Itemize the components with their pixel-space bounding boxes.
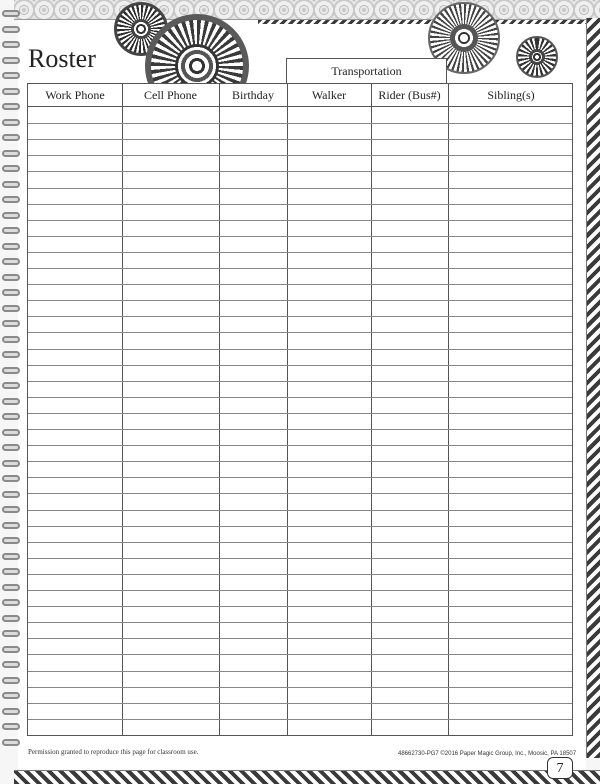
row-divider <box>28 381 572 382</box>
row-divider <box>28 171 572 172</box>
binding-coil <box>2 134 20 141</box>
binding-coil <box>2 646 20 653</box>
binding-coil <box>2 88 20 95</box>
row-divider <box>28 477 572 478</box>
row-divider <box>28 654 572 655</box>
table-body <box>28 107 572 735</box>
binding-coil <box>2 723 20 730</box>
binding-coil <box>2 568 20 575</box>
row-divider <box>28 268 572 269</box>
row-divider <box>28 204 572 205</box>
binding-coil <box>2 212 20 219</box>
binding-coil <box>2 739 20 746</box>
row-divider <box>28 606 572 607</box>
row-divider <box>28 638 572 639</box>
binding-coil <box>2 661 20 668</box>
row-divider <box>28 493 572 494</box>
row-divider <box>28 687 572 688</box>
row-divider <box>28 365 572 366</box>
binding-coil <box>2 398 20 405</box>
row-divider <box>28 445 572 446</box>
spiral-binding <box>0 10 22 750</box>
binding-coil <box>2 599 20 606</box>
binding-coil <box>2 351 20 358</box>
row-divider <box>28 284 572 285</box>
binding-coil <box>2 289 20 296</box>
decorative-striped-rule <box>258 20 586 24</box>
row-divider <box>28 703 572 704</box>
binding-coil <box>2 615 20 622</box>
binding-coil <box>2 196 20 203</box>
row-divider <box>28 558 572 559</box>
row-divider <box>28 236 572 237</box>
binding-coil <box>2 320 20 327</box>
page-number: 7 <box>547 757 573 779</box>
row-divider <box>28 590 572 591</box>
binding-coil <box>2 150 20 157</box>
binding-coil <box>2 677 20 684</box>
binding-coil <box>2 10 20 17</box>
binding-coil <box>2 537 20 544</box>
binding-coil <box>2 460 20 467</box>
binding-coil <box>2 119 20 126</box>
copyright-line: 48662730-PG7 ©2016 Paper Magic Group, Inc., Moosic, PA 18507 <box>398 751 577 757</box>
row-divider <box>28 413 572 414</box>
binding-coil <box>2 305 20 312</box>
column-header-work-phone: Work Phone <box>45 88 105 102</box>
binding-coil <box>2 692 20 699</box>
row-divider <box>28 155 572 156</box>
column-header-siblings: Sibling(s) <box>487 88 535 102</box>
table-header-row <box>28 84 572 107</box>
mandala-ornament-icon <box>516 36 558 78</box>
row-divider <box>28 542 572 543</box>
row-divider <box>28 461 572 462</box>
row-divider <box>28 526 572 527</box>
row-divider <box>28 349 572 350</box>
binding-coil <box>2 584 20 591</box>
row-divider <box>28 574 572 575</box>
binding-coil <box>2 413 20 420</box>
binding-coil <box>2 522 20 529</box>
column-header-walker: Walker <box>311 88 347 102</box>
row-divider <box>28 510 572 511</box>
binding-coil <box>2 26 20 33</box>
binding-coil <box>2 181 20 188</box>
column-header-cell-phone: Cell Phone <box>144 88 197 102</box>
binding-coil <box>2 72 20 79</box>
binding-coil <box>2 429 20 436</box>
roster-table <box>27 83 573 736</box>
row-divider <box>28 300 572 301</box>
row-divider <box>28 188 572 189</box>
row-divider <box>28 332 572 333</box>
row-divider <box>28 719 572 720</box>
row-divider <box>28 220 572 221</box>
row-divider <box>28 316 572 317</box>
binding-coil <box>2 553 20 560</box>
column-header-rider-bus: Rider (Bus#) <box>378 88 441 102</box>
binding-coil <box>2 258 20 265</box>
row-divider <box>28 429 572 430</box>
binding-coil <box>2 103 20 110</box>
row-divider <box>28 252 572 253</box>
binding-coil <box>2 506 20 513</box>
decorative-top-border <box>14 0 600 20</box>
transportation-group-header: Transportation <box>286 58 447 83</box>
binding-coil <box>2 367 20 374</box>
binding-coil <box>2 41 20 48</box>
binding-coil <box>2 165 20 172</box>
binding-coil <box>2 475 20 482</box>
binding-coil <box>2 444 20 451</box>
column-header-birthday: Birthday <box>232 88 274 102</box>
binding-coil <box>2 630 20 637</box>
row-divider <box>28 622 572 623</box>
row-divider <box>28 671 572 672</box>
reproduction-notice: Permission granted to reproduce this page for classroom use. <box>28 748 199 756</box>
binding-coil <box>2 227 20 234</box>
binding-coil <box>2 708 20 715</box>
row-divider <box>28 139 572 140</box>
binding-coil <box>2 336 20 343</box>
decorative-right-border <box>586 18 600 758</box>
binding-coil <box>2 382 20 389</box>
binding-coil <box>2 57 20 64</box>
row-divider <box>28 397 572 398</box>
page-title: Roster <box>28 44 96 73</box>
binding-coil <box>2 274 20 281</box>
binding-coil <box>2 491 20 498</box>
binding-coil <box>2 243 20 250</box>
row-divider <box>28 123 572 124</box>
decorative-bottom-border <box>14 770 600 784</box>
